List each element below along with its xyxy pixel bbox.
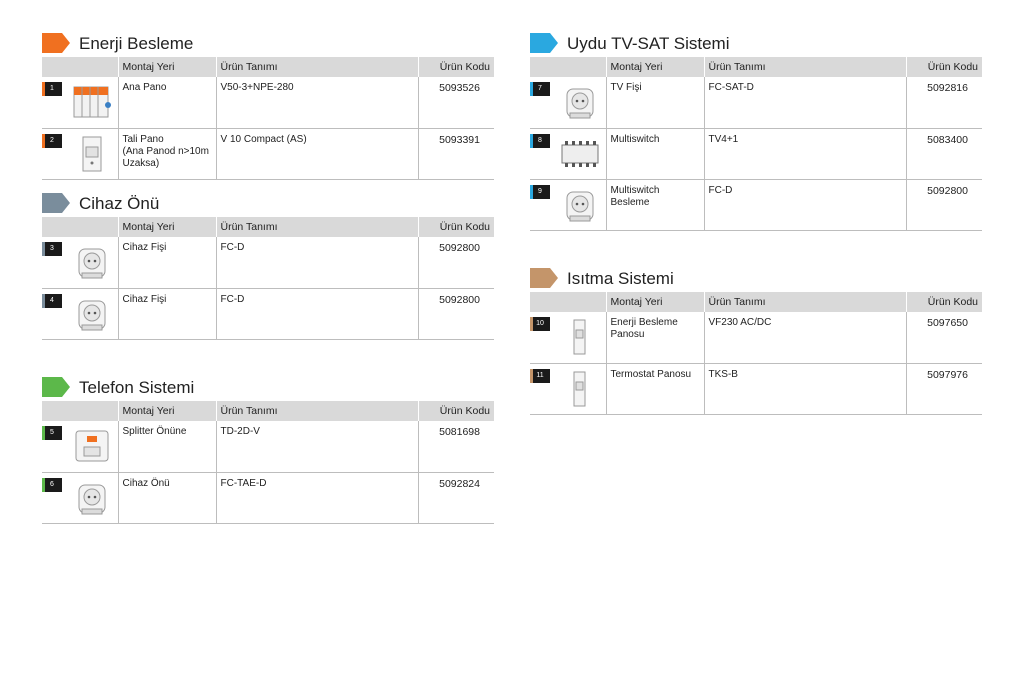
header-montaj-yeri: Montaj Yeri: [606, 292, 704, 312]
urun-tanimi-cell: V 10 Compact (AS): [216, 128, 418, 179]
urun-tanimi-cell: TV4+1: [704, 128, 906, 179]
header-image-cell: [42, 57, 118, 77]
section-header: [530, 268, 982, 292]
product-table: [42, 217, 494, 340]
header-image-cell: [42, 401, 118, 421]
header-urun-kodu: Ürün Kodu: [906, 57, 982, 77]
row-color-marker: [42, 426, 45, 440]
montaj-yeri-text: Ana Pano: [122, 82, 167, 93]
urun-kodu-cell: 5083400: [906, 128, 982, 179]
row-number-badge: 5: [42, 426, 62, 440]
product-image-cell: [530, 312, 606, 363]
montaj-yeri-cell: [606, 363, 704, 414]
section-header: [42, 33, 494, 57]
product-image-cell: [42, 77, 118, 128]
urun-tanimi-cell: FC-D: [704, 179, 906, 230]
socket-adapter-icon: [72, 295, 112, 333]
row-color-marker: [42, 134, 45, 148]
header-urun-tanimi: Ürün Tanımı: [216, 217, 418, 237]
montaj-yeri-text: Termostat Panosu: [610, 368, 692, 380]
row-color-marker: [42, 82, 45, 96]
urun-kodu-cell: 5097650: [906, 312, 982, 363]
header-urun-tanimi: Ürün Tanımı: [216, 401, 418, 421]
table-row: [530, 77, 982, 128]
header-urun-tanimi: Ürün Tanımı: [704, 57, 906, 77]
section-title: Isıtma Sistemi: [567, 269, 674, 288]
row-color-marker: [530, 82, 533, 96]
table-header-row: [530, 292, 982, 312]
socket-adapter-icon: [560, 186, 600, 224]
row-color-marker: [530, 317, 533, 331]
header-urun-kodu: Ürün Kodu: [418, 57, 494, 77]
section-tag-arrow-icon: [530, 33, 558, 53]
urun-kodu-cell: 5093391: [418, 128, 494, 179]
section-cihaz-onu: [42, 193, 494, 340]
row-number-badge: 3: [42, 242, 62, 256]
socket-adapter-icon: [560, 83, 600, 121]
section-header: [42, 377, 494, 401]
product-image-cell: [530, 128, 606, 179]
table-row: [530, 179, 982, 230]
row-number-badge: 1: [42, 82, 62, 96]
section-title: Uydu TV-SAT Sistemi: [567, 34, 730, 53]
urun-tanimi-cell: VF230 AC/DC: [704, 312, 906, 363]
section-enerji-besleme: [42, 33, 494, 180]
table-row: [42, 128, 494, 179]
product-image-cell: [42, 421, 118, 472]
product-table: [42, 401, 494, 524]
table-row: [530, 312, 982, 363]
urun-kodu-cell: 5081698: [418, 421, 494, 472]
row-color-marker: [530, 369, 533, 383]
header-image-cell: [530, 292, 606, 312]
din-rail-protector-icon: [72, 135, 112, 173]
header-urun-tanimi: Ürün Tanımı: [216, 57, 418, 77]
header-montaj-yeri: Montaj Yeri: [118, 401, 216, 421]
header-montaj-yeri: Montaj Yeri: [606, 57, 704, 77]
montaj-yeri-cell: [606, 128, 704, 179]
urun-kodu-cell: 5092816: [906, 77, 982, 128]
urun-kodu-cell: 5097976: [906, 363, 982, 414]
montaj-yeri-cell: [118, 421, 216, 472]
montaj-yeri-text: Cihaz Fişi: [122, 242, 167, 253]
row-color-marker: [42, 242, 45, 256]
header-urun-kodu: Ürün Kodu: [906, 292, 982, 312]
multiswitch-icon: [560, 135, 600, 173]
row-number-badge: 9: [530, 185, 550, 199]
row-number-badge: 2: [42, 134, 62, 148]
montaj-yeri-text: Enerji Besleme Panosu: [610, 317, 678, 340]
splitter-box-icon: [72, 427, 112, 465]
row-number-badge: 11: [530, 369, 550, 383]
table-row: [42, 288, 494, 339]
urun-kodu-cell: 5092800: [418, 288, 494, 339]
table-row: [42, 421, 494, 472]
montaj-yeri-text: TV Fişi: [610, 82, 642, 93]
section-title: Enerji Besleme: [79, 34, 194, 53]
montaj-yeri-text: Tali Pano (Ana Panod n>10m Uzaksa): [122, 133, 209, 169]
montaj-yeri-cell: [118, 472, 216, 523]
product-image-cell: [42, 472, 118, 523]
header-montaj-yeri: Montaj Yeri: [118, 217, 216, 237]
section-title: Cihaz Önü: [79, 194, 160, 213]
montaj-yeri-text: Cihaz Fişi: [122, 293, 167, 305]
socket-adapter-icon: [72, 479, 112, 517]
montaj-yeri-cell: [118, 128, 216, 179]
row-color-marker: [42, 294, 45, 308]
row-number-badge: 4: [42, 294, 62, 308]
din-module-icon: [560, 370, 600, 408]
header-urun-kodu: Ürün Kodu: [418, 401, 494, 421]
montaj-yeri-cell: [606, 312, 704, 363]
montaj-yeri-cell: [118, 77, 216, 128]
table-row: [42, 237, 494, 288]
table-row: [530, 363, 982, 414]
montaj-yeri-cell: [118, 237, 216, 288]
product-image-cell: [42, 237, 118, 288]
product-table: [530, 57, 982, 231]
urun-tanimi-cell: FC-D: [216, 237, 418, 288]
montaj-yeri-text: Multiswitch: [610, 133, 660, 145]
row-number-badge: 6: [42, 478, 62, 492]
product-image-cell: [530, 77, 606, 128]
section-tag-arrow-icon: [42, 193, 70, 213]
urun-kodu-cell: 5092800: [906, 179, 982, 230]
section-header: [42, 193, 494, 217]
section-telefon-sistemi: [42, 377, 494, 524]
section-tag-arrow-icon: [42, 33, 70, 53]
product-image-cell: [42, 288, 118, 339]
montaj-yeri-cell: [606, 77, 704, 128]
urun-tanimi-cell: FC-SAT-D: [704, 77, 906, 128]
product-image-cell: [530, 179, 606, 230]
row-color-marker: [530, 134, 533, 148]
row-number-badge: 10: [530, 317, 550, 331]
table-header-row: [530, 57, 982, 77]
table-header-row: [42, 401, 494, 421]
table-row: [530, 128, 982, 179]
montaj-yeri-text: Multiswitch Besleme: [610, 184, 660, 208]
table-row: [42, 77, 494, 128]
section-header: [530, 33, 982, 57]
row-color-marker: [42, 478, 45, 492]
urun-tanimi-cell: V50-3+NPE-280: [216, 77, 418, 128]
section-isitma-sistemi: [530, 268, 982, 415]
section-tag-arrow-icon: [42, 377, 70, 397]
urun-tanimi-cell: FC-D: [216, 288, 418, 339]
urun-kodu-cell: 5092800: [418, 237, 494, 288]
product-image-cell: [42, 128, 118, 179]
header-image-cell: [42, 217, 118, 237]
urun-tanimi-cell: TD-2D-V: [216, 421, 418, 472]
header-image-cell: [530, 57, 606, 77]
section-title: Telefon Sistemi: [79, 378, 195, 397]
table-header-row: [42, 217, 494, 237]
montaj-yeri-cell: [606, 179, 704, 230]
row-color-marker: [530, 185, 533, 199]
urun-tanimi-cell: FC-TAE-D: [216, 472, 418, 523]
montaj-yeri-text: Splitter Önüne: [122, 426, 187, 437]
din-module-icon: [560, 318, 600, 356]
product-table: [530, 292, 982, 415]
header-montaj-yeri: Montaj Yeri: [118, 57, 216, 77]
product-table: [42, 57, 494, 180]
urun-kodu-cell: 5093526: [418, 77, 494, 128]
row-number-badge: 7: [530, 82, 550, 96]
urun-kodu-cell: 5092824: [418, 472, 494, 523]
table-row: [42, 472, 494, 523]
montaj-yeri-cell: [118, 288, 216, 339]
header-urun-tanimi: Ürün Tanımı: [704, 292, 906, 312]
section-tag-arrow-icon: [530, 268, 558, 288]
urun-tanimi-cell: TKS-B: [704, 363, 906, 414]
socket-adapter-icon: [72, 243, 112, 281]
header-urun-kodu: Ürün Kodu: [418, 217, 494, 237]
surge-protector-module-icon: [72, 83, 112, 121]
row-number-badge: 8: [530, 134, 550, 148]
table-header-row: [42, 57, 494, 77]
product-image-cell: [530, 363, 606, 414]
montaj-yeri-text: Cihaz Önü: [122, 477, 170, 489]
section-uydu-tv-sat-sistemi: [530, 33, 982, 231]
